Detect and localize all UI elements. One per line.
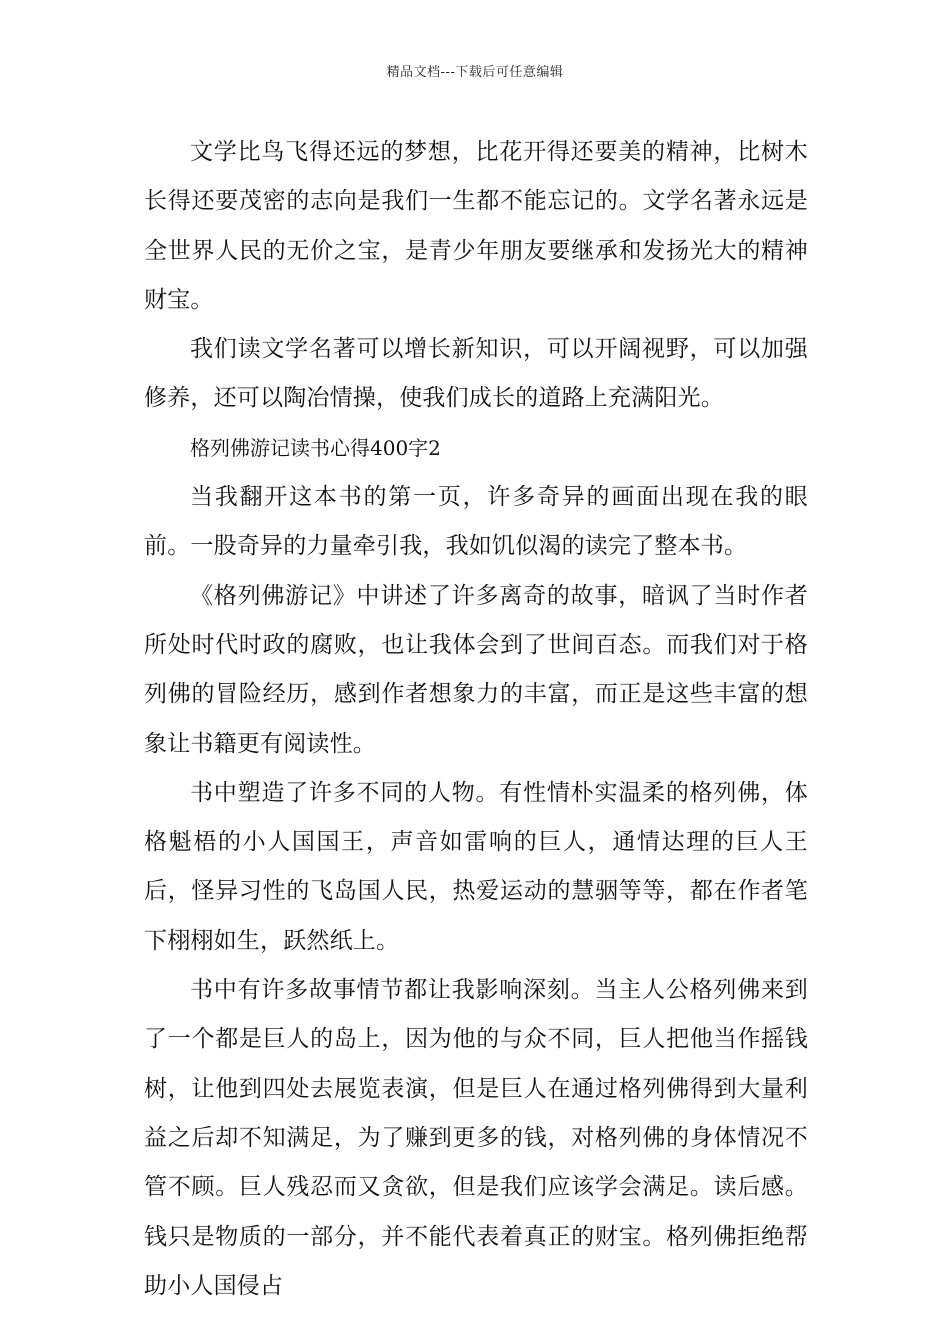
paragraph-5: 书中塑造了许多不同的人物。有性情朴实温柔的格列佛，体格魁梧的小人国国王，声音如雷响的巨人，通情达理的巨人王后，怪异习性的飞岛国人民，热爱运动的慧骃等等，都在作者笔下栩栩如生，跃然纸上。 <box>144 779 808 954</box>
paragraph-2: 我们读文学名著可以增长新知识，可以开阔视野，可以加强修养，还可以陶冶情操，使我们成长的道路上充满阳光。 <box>144 336 808 412</box>
document-body <box>144 128 808 1311</box>
paragraph-1: 文学比鸟飞得还远的梦想，比花开得还要美的精神，比树木长得还要茂密的志向是我们一生都不能忘记的。文学名著永远是全世界人民的无价之宝，是青少年朋友要继承和发扬光大的精神财宝。 <box>144 139 808 313</box>
paragraph-6: 书中有许多故事情节都让我影响深刻。当主人公格列佛来到了一个都是巨人的岛上，因为他的与众不同，巨人把他当作摇钱树，让他到四处去展览表演，但是巨人在通过格列佛得到大量利益之后却不知满足，为了赚到更多的钱，对格列佛的身体情况不管不顾。巨人残忍而又贪欲，但是我们应该学会满足。读后感。钱只是物质的一部分，并不能代表着真正的财宝。格列佛拒绝帮助小人国侵占 <box>144 977 808 1299</box>
paragraph-4: 《格列佛游记》中讲述了许多离奇的故事，暗讽了当时作者所处时代时政的腐败，也让我体会到了世间百态。而我们对于格列佛的冒险经历，感到作者想象力的丰富，而正是这些丰富的想象让书籍更有阅读性。 <box>144 582 808 757</box>
paragraph-3: 当我翻开这本书的第一页，许多奇异的画面出现在我的眼前。一股奇异的力量牵引我，我如饥似渴的读完了整本书。 <box>144 484 808 560</box>
section-heading: 格列佛游记读书心得400字2 <box>190 435 441 460</box>
page-header: 精品文档---下载后可任意编辑 <box>386 65 564 80</box>
